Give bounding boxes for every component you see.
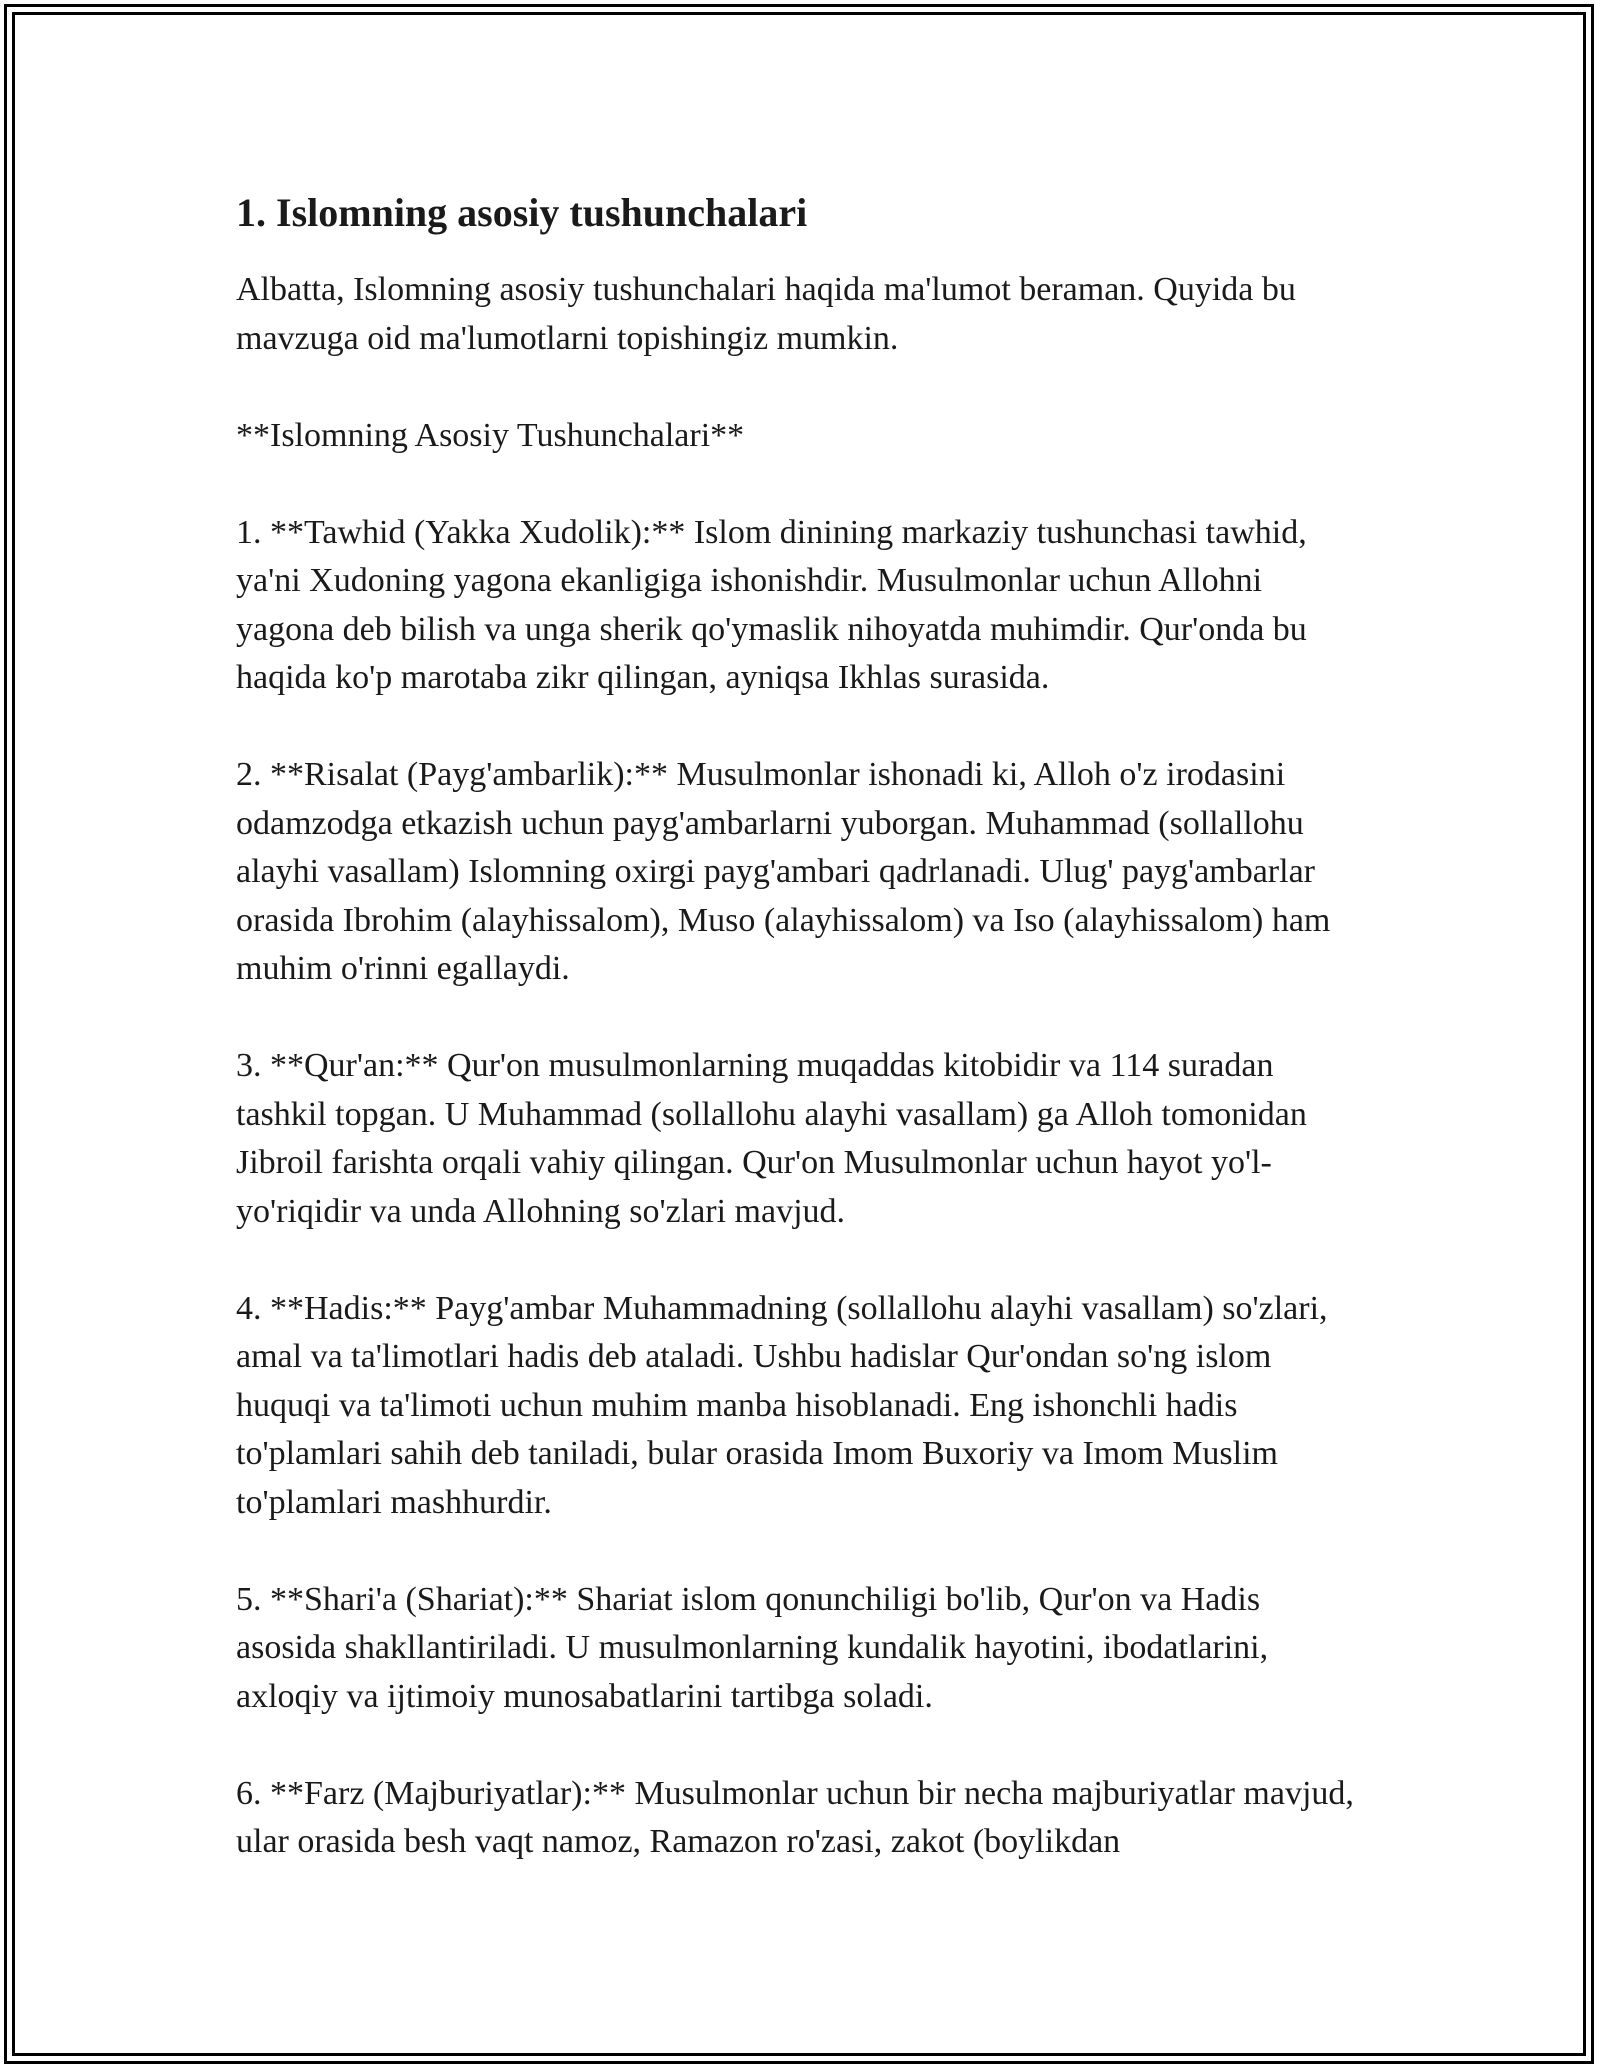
list-item-hadis: 4. **Hadis:** Payg'ambar Muhammadning (sollallohu alayhi vasallam) so'zlari, amal va ta'limotlari hadis deb ataladi. Ushbu hadislar Qur'ondan so'ng islom huquqi va ta'limoti uchun muhim manba hisoblanadi. Eng ishonchli hadis to'plamlari sahih deb taniladi, bular orasida Imom Buxoriy va Imom Muslim to'plamlari mashhurdir.	[236, 1289, 1328, 1521]
list-item-tawhid: 1. **Tawhid (Yakka Xudolik):** Islom dinining markaziy tushunchasi tawhid, ya'ni Xudoning yagona ekanligiga ishonishdir. Musulmonlar uchun Allohni yagona deb bilish va unga sherik qo'ymaslik nihoyatda muhimdir. Qur'onda bu haqida ko'p marotaba zikr qilingan, ayniqsa Ikhlas surasida.	[236, 513, 1307, 696]
section-heading: **Islomning Asosiy Tushunchalari**	[236, 416, 745, 454]
list-item-risalat: 2. **Risalat (Payg'ambarlik):** Musulmonlar ishonadi ki, Alloh o'z irodasini odamzodga etkazish uchun payg'ambarlarni yuborgan. Muhammad (sollallohu alayhi vasallam) Islomning oxirgi payg'ambari qadrlanadi. Ulug' payg'ambarlar orasida Ibrohim (alayhissalom), Muso (alayhissalom) va Iso (alayhissalom) ham muhim o'rinni egallaydi.	[236, 756, 1331, 987]
list-item-farz: 6. **Farz (Majburiyatlar):** Musulmonlar uchun bir necha majburiyatlar mavjud, ular orasida besh vaqt namoz, Ramazon ro'zasi, zakot (boylikdan	[236, 1774, 1354, 1860]
document-title: 1. Islomning asosiy tushunchalari	[236, 190, 808, 235]
document-body	[236, 184, 1366, 1915]
list-item-sharia: 5. **Shari'a (Shariat):** Shariat islom qonunchiligi bo'lib, Qur'on va Hadis asosida shakllantiriladi. U musulmonlarning kundalik hayotini, ibodatlarini, axloqiy va ijtimoiy munosabatlarini tartibga soladi.	[236, 1580, 1269, 1715]
list-item-quran: 3. **Qur'an:** Qur'on musulmonlarning muqaddas kitobidir va 114 suradan tashkil topgan. U Muhammad (sollallohu alayhi vasallam) ga Alloh tomonidan Jibroil farishta orqali vahiy qilingan. Qur'on Musulmonlar uchun hayot yo'l-yo'riqidir va unda Allohning so'zlari mavjud.	[236, 1047, 1307, 1230]
intro-paragraph: Albatta, Islomning asosiy tushunchalari haqida ma'lumot beraman. Quyida bu mavzuga oid ma'lumotlarni topishingiz mumkin.	[236, 271, 1296, 357]
